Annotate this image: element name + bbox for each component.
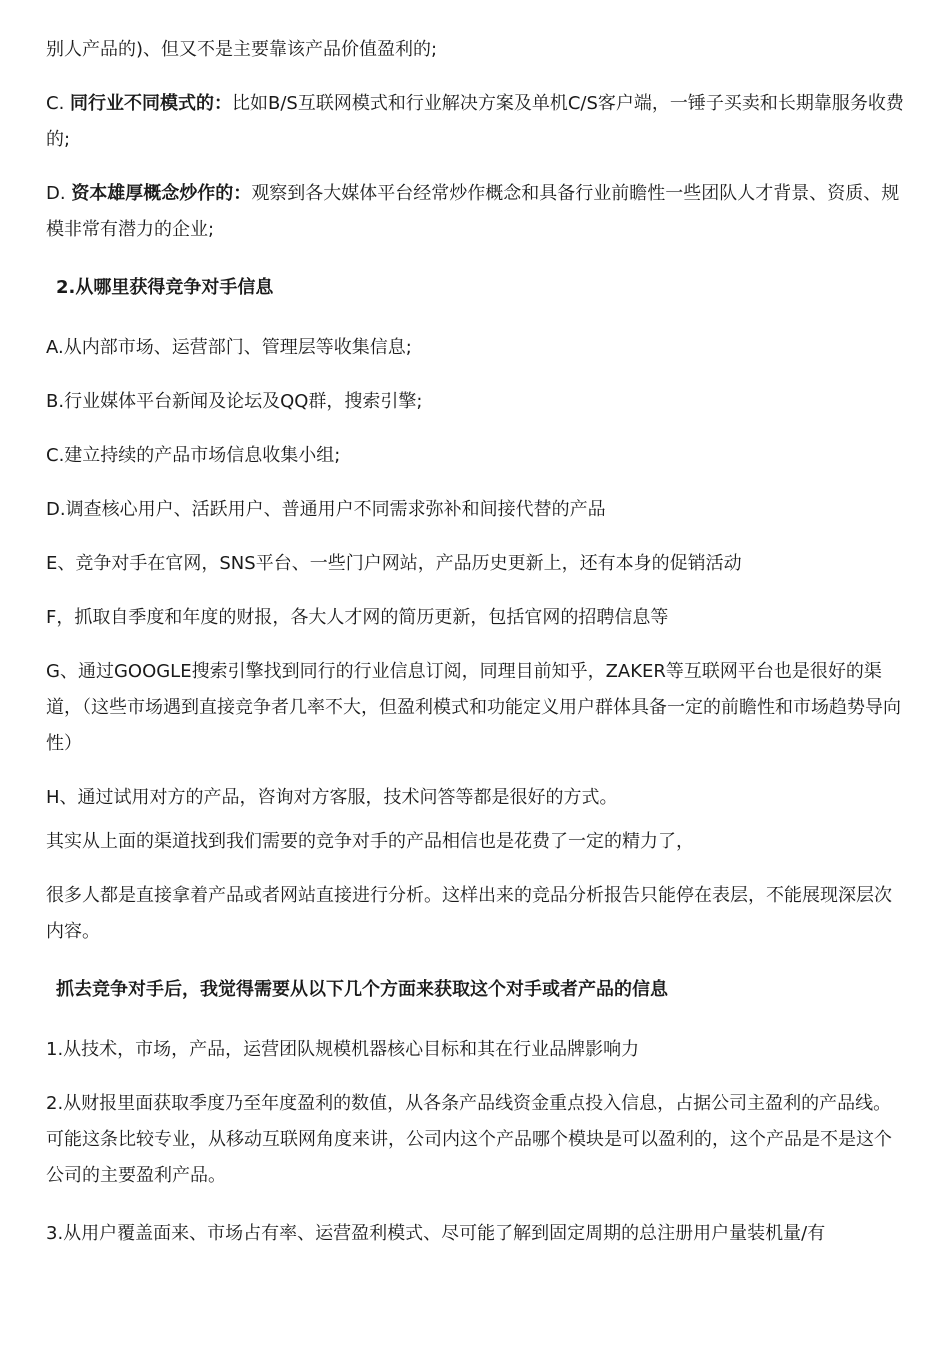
list-item: C.建立持续的产品市场信息收集小组; xyxy=(46,445,341,466)
paragraph-continuation: 别人产品的)、但又不是主要靠该产品价值盈利的; xyxy=(46,39,438,60)
list-item: A.从内部市场、运营部门、管理层等收集信息; xyxy=(46,337,412,358)
list-item: B.行业媒体平台新闻及论坛及QQ群，搜索引擎; xyxy=(46,391,423,412)
list-item: H、通过试用对方的产品，咨询对方客服，技术问答等都是很好的方式。 xyxy=(46,787,618,808)
item-text: 观察到各大媒体平台经常炒作概念和具备行业前瞻性一些团队人才背景、资质、规模非常有潜力的企业; xyxy=(46,183,900,240)
section-heading-sources: 2.从哪里获得竞争对手信息 xyxy=(56,277,274,298)
item-prefix: C. xyxy=(46,93,71,114)
list-item: D.调查核心用户、活跃用户、普通用户不同需求弥补和间接代替的产品 xyxy=(46,499,606,520)
paragraph: 很多人都是直接拿着产品或者网站直接进行分析。这样出来的竞品分析报告只能停在表层，不能展现深层次内容。 xyxy=(46,885,892,942)
list-item: F，抓取自季度和年度的财报，各大人才网的简历更新，包括官网的招聘信息等 xyxy=(46,607,669,628)
item-prefix: D. xyxy=(46,183,72,204)
list-item: 1.从技术，市场，产品，运营团队规模机器核心目标和其在行业品牌影响力 xyxy=(46,1039,640,1060)
list-item: 3.从用户覆盖面来、市场占有率、运营盈利模式、尽可能了解到固定周期的总注册用户量装机量/有 xyxy=(46,1223,826,1244)
list-item: G、通过GOOGLE搜索引擎找到同行的行业信息订阅，同理目前知乎，ZAKER等互联网平台也是很好的渠道，（这些市场遇到直接竞争者几率不大，但盈利模式和功能定义用户群体具备一定的前瞻性和市场趋势导向性） xyxy=(46,661,901,754)
list-item: E、竞争对手在官网，SNS平台、一些门户网站，产品历史更新上，还有本身的促销活动 xyxy=(46,553,742,574)
item-bold-label: 资本雄厚概念炒作的： xyxy=(71,183,252,204)
item-bold-label: 同行业不同模式的： xyxy=(70,93,233,114)
item-text: 比如B/S互联网模式和行业解决方案及单机C/S客户端，一锤子买卖和长期靠服务收费的; xyxy=(46,93,904,150)
section-heading-aspects: 抓去竞争对手后，我觉得需要从以下几个方面来获取这个对手或者产品的信息 xyxy=(56,979,668,1000)
paragraph-item-c xyxy=(46,86,908,158)
document-body xyxy=(46,0,908,1252)
list-item: 2.从财报里面获取季度乃至年度盈利的数值，从各条产品线资金重点投入信息，占据公司主盈利的产品线。 xyxy=(46,1093,892,1114)
paragraph: 可能这条比较专业，从移动互联网角度来讲，公司内这个产品哪个模块是可以盈利的，这个产品是不是这个公司的主要盈利产品。 xyxy=(46,1129,892,1186)
paragraph-item-d xyxy=(46,176,908,248)
paragraph: 其实从上面的渠道找到我们需要的竞争对手的产品相信也是花费了一定的精力了， xyxy=(46,831,694,852)
